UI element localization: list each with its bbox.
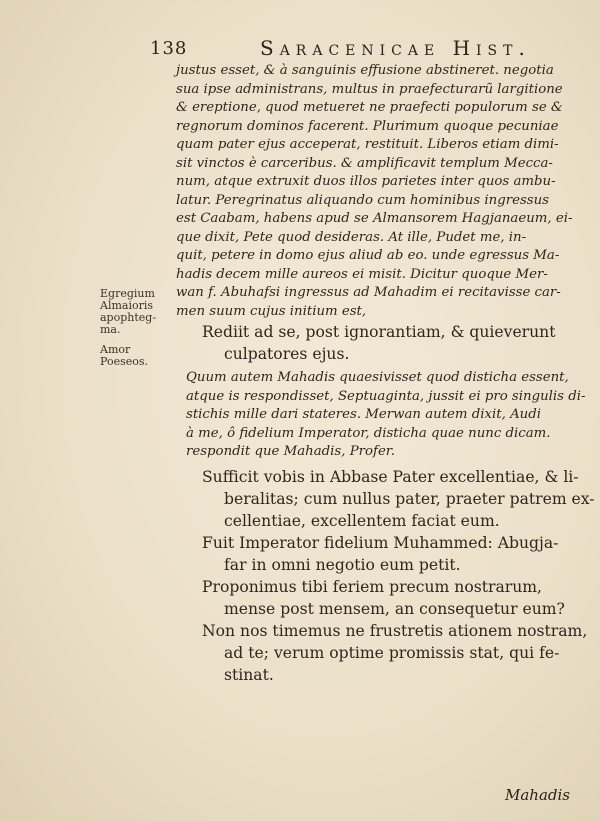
text-line: est Caabam, habens apud se Almansorem Hagjanaeum, ei- [176, 211, 573, 226]
margin-note-line: ma. [100, 323, 121, 336]
text-line: latur. Peregrinatus aliquando cum hominibus ingressus [176, 192, 550, 208]
running-title: Saracenicae Hist. [260, 36, 531, 60]
catchword: Mahadis [504, 786, 570, 804]
main-text [176, 62, 595, 686]
verse-line: Fuit Imperator fidelium Muhammed: Abugja- [202, 533, 559, 552]
verse-line: Sufficit vobis in Abbase Pater excellentiae, & li- [202, 467, 579, 486]
verse-line: Non nos timemus ne frustretis ationem nostram, [202, 621, 588, 640]
text-line: Quum autem Mahadis quaesivisset quod disticha essent, [186, 370, 569, 385]
verse-line: ad te; verum optime promissis stat, qui fe- [224, 643, 560, 662]
margin-note-line: apophteg- [100, 311, 157, 324]
verse-line: stinat. [224, 665, 274, 684]
text-line: & ereptione, quod metueret ne praefecti populorum se & [176, 100, 563, 115]
text-line: sit vinctos è carceribus. & amplificavit templum Mecca- [176, 155, 553, 171]
verse-line: Rediit ad se, post ignorantiam, & quieverunt [202, 323, 556, 341]
margin-note-line: Egregium [100, 287, 155, 300]
text-line: men suum cujus initium est, [176, 303, 367, 319]
text-line: regnorum dominos facerent. Plurimum quoque pecuniae [176, 118, 559, 134]
text-line: justus esset, & à sanguinis effusione abstineret. negotia [176, 63, 554, 78]
margin-note-poetry [100, 344, 174, 368]
text-line: respondit que Mahadis, Profer. [186, 444, 395, 459]
text-line: wan f. Abuhafsi ingressus ad Mahadim ei recitavisse car- [176, 285, 561, 300]
verse-line: mense post mensem, an consequetur eum? [224, 599, 565, 618]
margin-note-apophthegm [100, 288, 174, 336]
margin-note-line: Almaioris [100, 299, 154, 312]
text-line: num, atque extruxit duos illos parietes inter quos ambu- [176, 174, 556, 189]
page-number: 138 [150, 38, 188, 59]
verse-line: far in omni negotio eum petit. [224, 555, 461, 574]
text-line: stichis mille dari stateres. Merwan autem dixit, Audi [186, 407, 542, 422]
verse-line: beralitas; cum nullus pater, praeter patrem ex- [224, 489, 595, 508]
text-line: quit, petere in domo ejus aliud ab eo. unde egressus Ma- [176, 248, 560, 263]
text-line: que dixit, Pete quod desideras. At ille, Pudet me, in- [176, 229, 527, 245]
margin-note-line: Poeseos. [100, 355, 149, 368]
verse-line: cellentiae, excellentem faciat eum. [224, 511, 500, 530]
text-line: sua ipse administrans, multus in praefecturarũ largitione [176, 81, 563, 97]
page-header [150, 28, 570, 62]
text-line: quam pater ejus acceperat, restituit. Liberos etiam dimi- [176, 137, 559, 152]
text-line: atque is respondisset, Septuaginta, jussit ei pro singulis di- [186, 388, 586, 404]
margin-note-line: Amor [100, 343, 131, 356]
verse-line: culpatores ejus. [224, 345, 350, 363]
text-line: hadis decem mille aureos ei misit. Dicitur quoque Mer- [176, 266, 548, 282]
text-line: à me, ô fidelium Imperator, disticha quae nunc dicam. [186, 425, 551, 441]
verse-line: Proponimus tibi feriem precum nostrarum, [202, 577, 542, 596]
